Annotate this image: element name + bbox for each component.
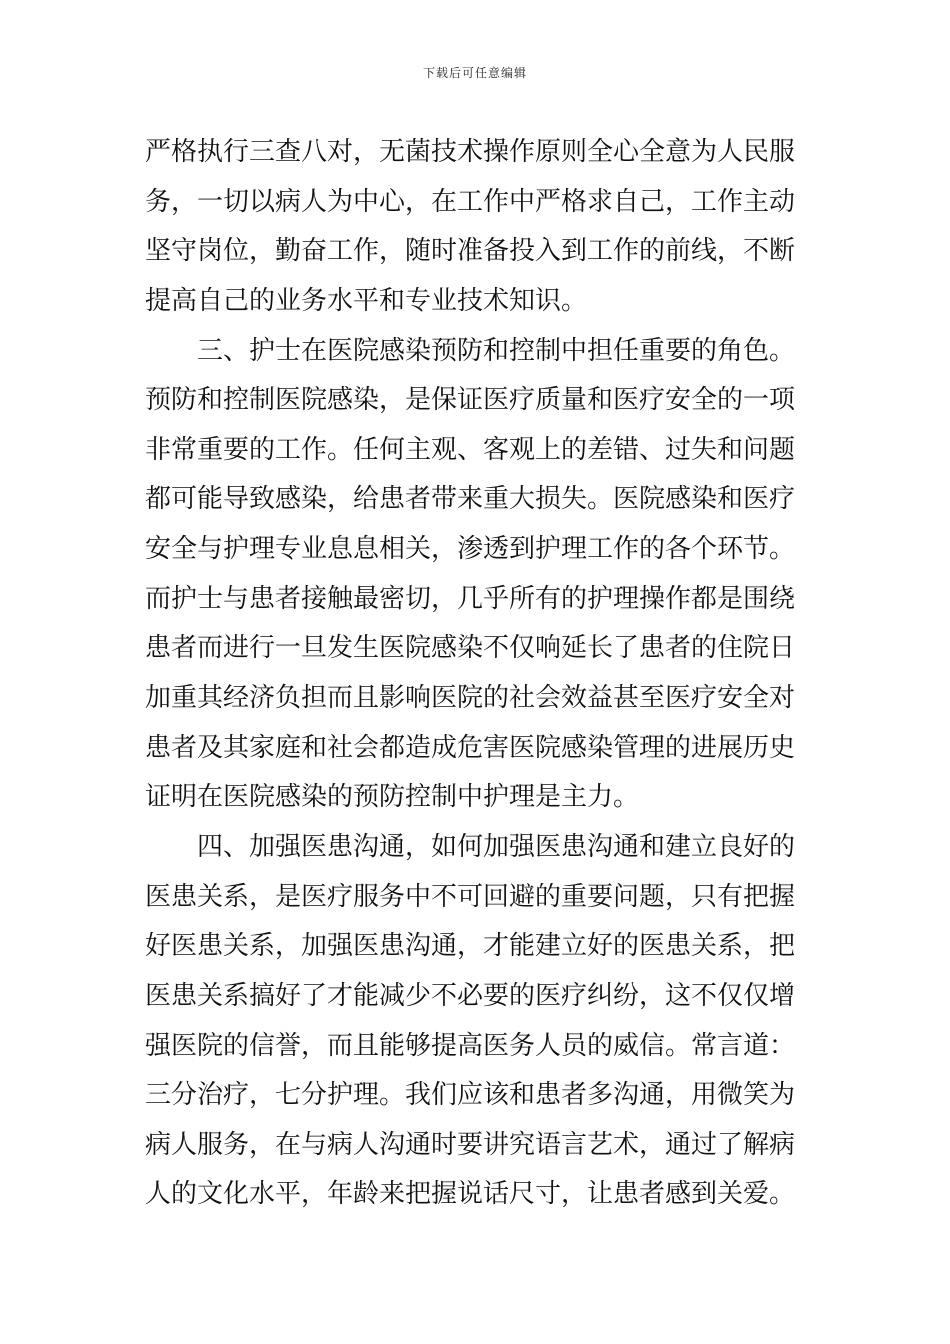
- text-line: 病人服务，在与病人沟通时要讲究语言艺术，通过了解病: [145, 1129, 796, 1160]
- text-line: 证明在医院感染的预防控制中护理是主力。: [145, 782, 640, 813]
- text-line: 都可能导致感染，给患者带来重大损失。医院感染和医疗: [145, 484, 796, 515]
- document-body: [145, 128, 810, 1220]
- text-line: 患者及其家庭和社会都造成危害医院感染管理的进展历史: [145, 732, 796, 763]
- text-line: 严格执行三查八对，无菌技术操作原则全心全意为人民服: [145, 137, 796, 167]
- text-line: 医患关系，是医疗服务中不可回避的重要问题，只有把握: [145, 881, 796, 912]
- text-line: 三分治疗，七分护理。我们应该和患者多沟通，用微笑为: [145, 1080, 796, 1111]
- text-line: 务，一切以病人为中心，在工作中严格求自己，工作主动: [145, 186, 796, 217]
- section-heading-3: 三、护士在医院感染预防和控制中担任重要的角色。: [197, 335, 796, 366]
- text-line: 人的文化水平，年龄来把握说话尺寸，让患者感到关爱。: [145, 1179, 796, 1210]
- text-line: 非常重要的工作。任何主观、客观上的差错、过失和问题: [145, 434, 796, 465]
- page-header: 下载后可任意编辑: [422, 66, 527, 80]
- text-line: 坚守岗位，勤奋工作，随时准备投入到工作的前线，不断: [145, 236, 796, 267]
- text-line: 患者而进行一旦发生医院感染不仅响延长了患者的住院日: [145, 633, 796, 664]
- text-line: 加重其经济负担而且影响医院的社会效益甚至医疗安全对: [145, 683, 796, 714]
- text-line: 预防和控制医院感染，是保证医疗质量和医疗安全的一项: [145, 385, 796, 416]
- text-line: 好医患关系，加强医患沟通，才能建立好的医患关系，把: [145, 931, 796, 962]
- text-line: 提高自己的业务水平和专业技术知识。: [145, 285, 588, 316]
- text-line: 医患关系搞好了才能减少不必要的医疗纠纷，这不仅仅增: [145, 980, 796, 1011]
- text-line: 强医院的信誉，而且能够提高医务人员的威信。常言道：: [145, 1030, 796, 1061]
- text-line: 安全与护理专业息息相关，渗透到护理工作的各个环节。: [145, 534, 796, 565]
- text-line: 而护士与患者接触最密切，几乎所有的护理操作都是围绕: [145, 583, 796, 614]
- section-heading-4: 四、加强医患沟通，如何加强医患沟通和建立良好的: [197, 831, 796, 862]
